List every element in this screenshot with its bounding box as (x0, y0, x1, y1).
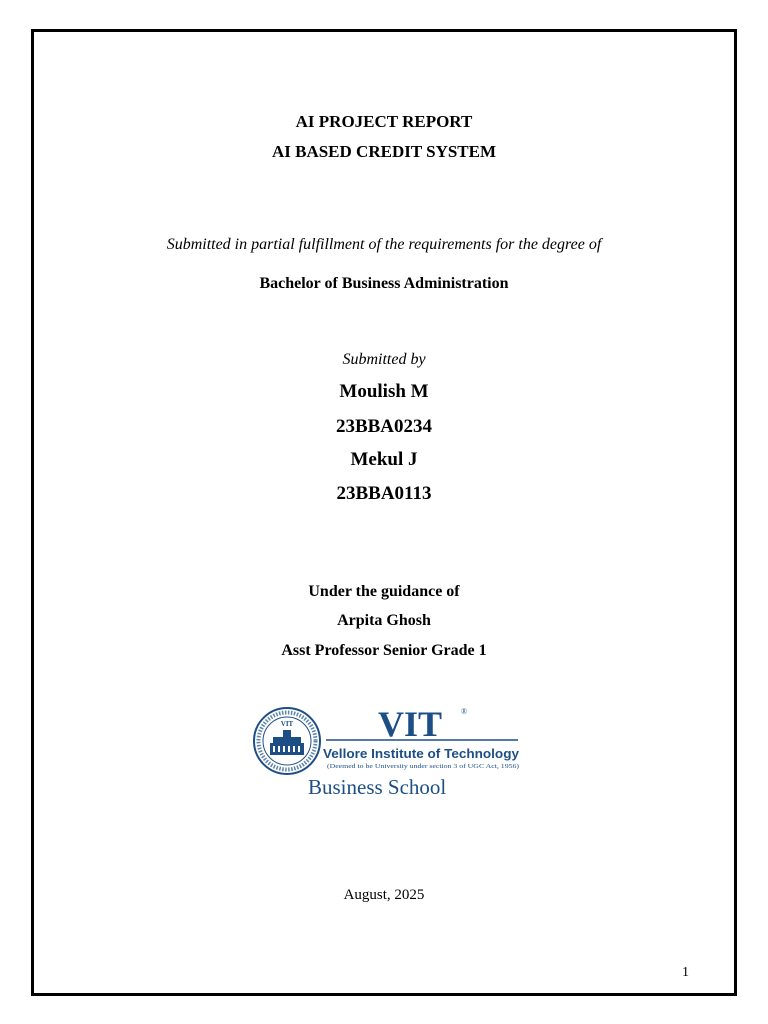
submitted-by-label: Submitted by (342, 351, 426, 368)
degree-name: Bachelor of Business Administration (259, 275, 509, 292)
guide-designation: Asst Professor Senior Grade 1 (281, 642, 487, 659)
business-school-label: Business School (308, 775, 447, 799)
guidance-label: Under the guidance of (308, 583, 460, 600)
page-number: 1 (682, 965, 689, 980)
deemed-university-note: (Deemed to be University under section 3 of UGC Act, 1956) (327, 763, 519, 770)
report-title: AI PROJECT REPORT (295, 112, 473, 131)
student-regno-1: 23BBA0234 (335, 416, 433, 437)
vit-business-school-logo (252, 703, 522, 799)
submission-statement: Submitted in partial fulfillment of the requirements for the degree of (166, 236, 602, 253)
vit-wordmark: VIT (378, 704, 443, 744)
student-name-2: Mekul J (350, 449, 418, 470)
vit-seal-icon (254, 708, 320, 774)
seal-inner-text: VIT (280, 720, 294, 728)
registered-mark: ® (461, 707, 468, 716)
page-border (31, 29, 737, 996)
report-date: August, 2025 (343, 887, 425, 903)
report-subtitle: AI BASED CREDIT SYSTEM (271, 142, 497, 161)
student-name-1: Moulish M (339, 381, 429, 402)
student-regno-2: 23BBA0113 (336, 483, 432, 504)
institute-name: Vellore Institute of Technology (323, 746, 520, 761)
guide-name: Arpita Ghosh (337, 612, 431, 629)
